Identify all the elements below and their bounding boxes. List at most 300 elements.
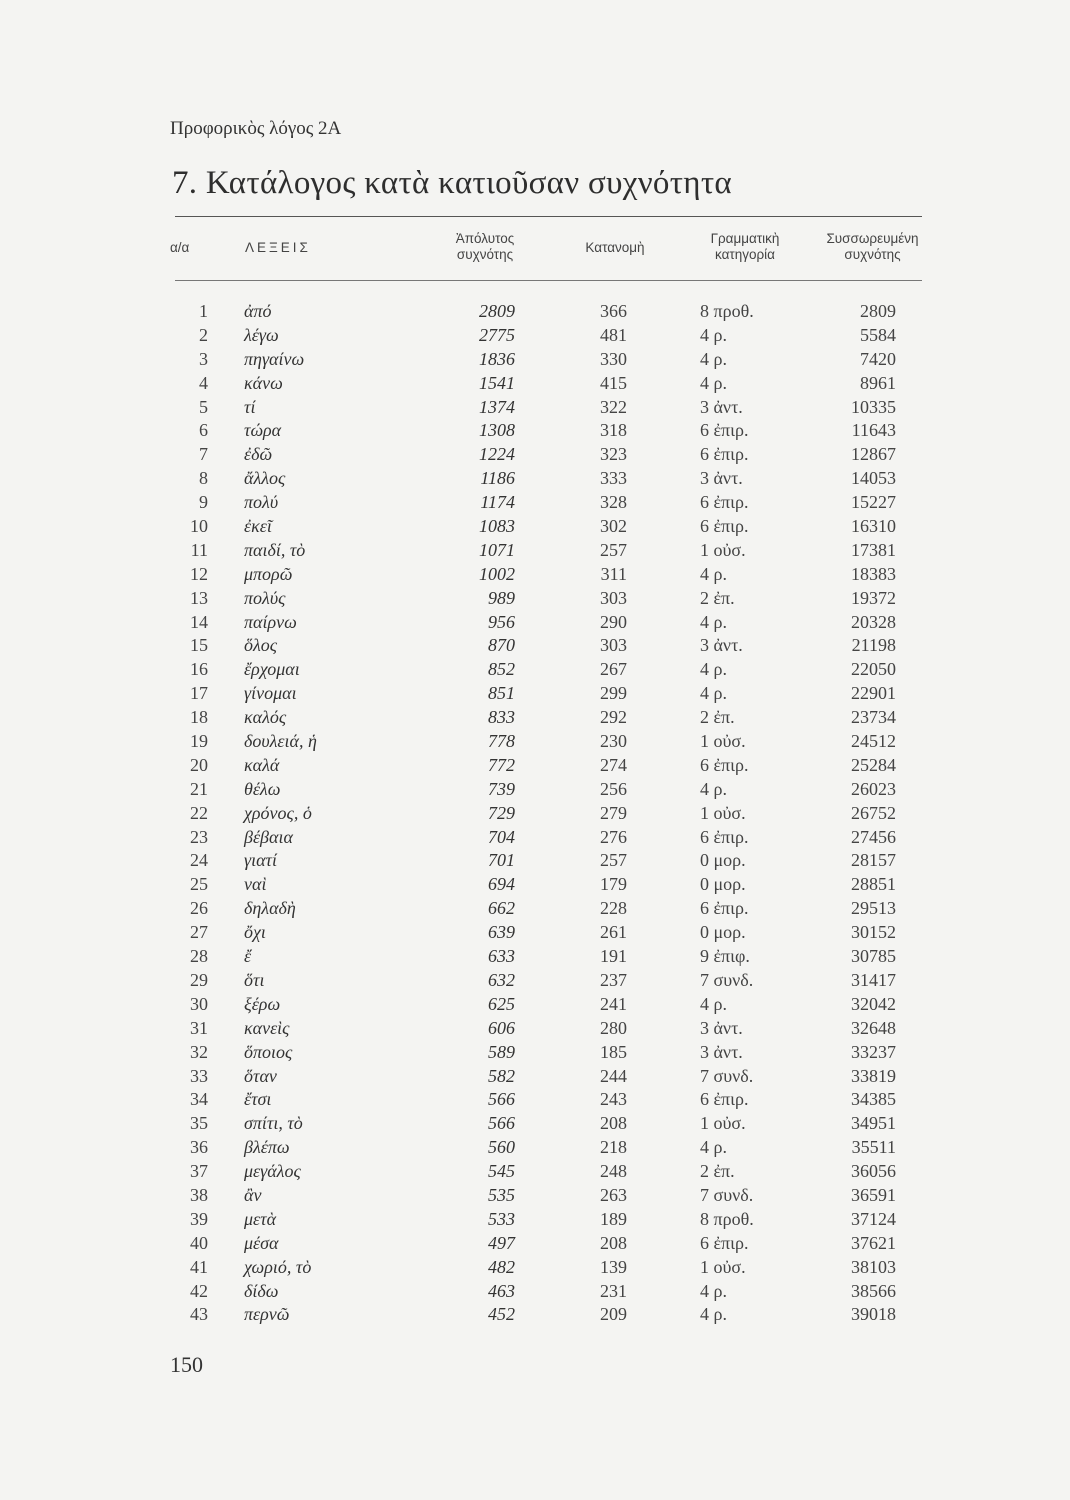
cell-number: 41 [190, 1256, 208, 1277]
cell-category: 2 ἐπ. [700, 587, 735, 608]
cell-category: 1 οὐσ. [700, 1113, 746, 1134]
cell-number: 6 [199, 420, 208, 441]
table-row [0, 491, 1070, 515]
cell-distribution: 323 [600, 444, 627, 465]
chapter-title: 7. Κατάλογος κατὰ κατιοῦσαν συχνότητα [172, 165, 732, 201]
table-row [0, 515, 1070, 539]
table-row [0, 1041, 1070, 1065]
cell-number: 35 [190, 1113, 208, 1134]
cell-absolute-frequency: 704 [488, 826, 515, 847]
cell-cumulative-frequency: 30152 [851, 922, 896, 943]
cell-category: 4 ρ. [700, 372, 727, 393]
cell-cumulative-frequency: 11643 [851, 420, 896, 441]
cell-number: 8 [199, 468, 208, 489]
table-row [0, 324, 1070, 348]
cell-absolute-frequency: 545 [488, 1161, 515, 1182]
table-row [0, 969, 1070, 993]
header-words: ΛΕΞΕΙΣ [245, 240, 311, 255]
header-number: α/α [170, 240, 190, 255]
cell-cumulative-frequency: 28157 [851, 850, 896, 871]
cell-cumulative-frequency: 24512 [851, 731, 896, 752]
table-row [0, 826, 1070, 850]
cell-word: ἔ [244, 946, 252, 967]
cell-distribution: 290 [600, 611, 627, 632]
cell-number: 30 [190, 993, 208, 1014]
cell-word: πολύς [244, 587, 286, 608]
cell-number: 15 [190, 635, 208, 656]
cell-category: 2 ἐπ. [700, 1161, 735, 1182]
cell-distribution: 139 [600, 1256, 627, 1277]
cell-word: ἀπό [244, 301, 272, 321]
cell-word: ἔρχομαι [244, 659, 300, 680]
cell-cumulative-frequency: 34951 [851, 1113, 896, 1134]
cell-cumulative-frequency: 19372 [851, 587, 896, 608]
cell-category: 8 προθ. [700, 1208, 754, 1229]
cell-word: ξέρω [244, 993, 281, 1014]
cell-distribution: 208 [600, 1232, 627, 1253]
cell-cumulative-frequency: 36591 [851, 1184, 896, 1205]
cell-absolute-frequency: 452 [488, 1304, 515, 1325]
header-cumulative-line2: συχνότης [844, 247, 901, 262]
cell-absolute-frequency: 1224 [479, 444, 515, 465]
cell-absolute-frequency: 870 [488, 635, 515, 656]
cell-category: 7 συνδ. [700, 1065, 754, 1086]
cell-category: 4 ρ. [700, 683, 727, 704]
cell-number: 32 [190, 1041, 208, 1062]
cell-cumulative-frequency: 7420 [860, 348, 896, 369]
cell-category: 0 μορ. [700, 922, 746, 943]
cell-word: ὅτι [244, 969, 265, 990]
table-row [0, 419, 1070, 443]
cell-cumulative-frequency: 26023 [851, 778, 896, 799]
cell-absolute-frequency: 1308 [479, 420, 515, 441]
cell-word: μπορῶ [244, 563, 293, 584]
cell-category: 4 ρ. [700, 1280, 727, 1301]
cell-category: 6 ἐπιρ. [700, 1232, 749, 1253]
header-distribution: Κατανομὴ [585, 240, 645, 255]
cell-word: μετὰ [244, 1208, 277, 1229]
cell-cumulative-frequency: 10335 [851, 396, 896, 417]
cell-number: 25 [190, 874, 208, 895]
table-row [0, 1184, 1070, 1208]
cell-cumulative-frequency: 20328 [851, 611, 896, 632]
cell-cumulative-frequency: 32648 [851, 1017, 896, 1038]
cell-word: τί [244, 396, 256, 417]
table-row [0, 1208, 1070, 1232]
cell-cumulative-frequency: 5584 [860, 324, 896, 345]
cell-cumulative-frequency: 22901 [851, 683, 896, 704]
cell-word: λέγω [244, 324, 279, 345]
cell-distribution: 263 [600, 1184, 627, 1205]
table-row [0, 443, 1070, 467]
cell-category: 3 ἀντ. [700, 635, 743, 656]
cell-number: 28 [190, 946, 208, 967]
cell-distribution: 267 [600, 659, 627, 680]
cell-absolute-frequency: 497 [488, 1232, 515, 1253]
cell-cumulative-frequency: 34385 [851, 1089, 896, 1110]
cell-word: δουλειά, ἡ [244, 731, 317, 752]
cell-number: 20 [190, 754, 208, 775]
cell-absolute-frequency: 1541 [479, 372, 515, 393]
cell-category: 4 ρ. [700, 1304, 727, 1325]
table-row [0, 1303, 1070, 1327]
cell-number: 23 [190, 826, 208, 847]
table-row [0, 1136, 1070, 1160]
cell-distribution: 333 [600, 468, 627, 489]
cell-word: περνῶ [244, 1304, 290, 1325]
cell-number: 12 [190, 563, 208, 584]
cell-word: ναὶ [244, 874, 267, 895]
cell-cumulative-frequency: 28851 [851, 874, 896, 895]
cell-absolute-frequency: 1186 [480, 468, 515, 489]
cell-distribution: 261 [600, 922, 627, 943]
cell-cumulative-frequency: 23734 [851, 707, 896, 728]
cell-category: 0 μορ. [700, 874, 746, 895]
cell-word: ἐδῶ [244, 444, 273, 465]
cell-distribution: 276 [600, 826, 627, 847]
cell-category: 9 ἐπιφ. [700, 946, 750, 967]
cell-absolute-frequency: 625 [488, 993, 515, 1014]
cell-category: 4 ρ. [700, 659, 727, 680]
table-row [0, 921, 1070, 945]
cell-distribution: 257 [600, 850, 627, 871]
table-row [0, 1256, 1070, 1280]
cell-absolute-frequency: 606 [488, 1017, 515, 1038]
cell-absolute-frequency: 1083 [479, 516, 515, 537]
cell-category: 6 ἐπιρ. [700, 420, 749, 441]
cell-number: 27 [190, 922, 208, 943]
cell-absolute-frequency: 778 [488, 731, 515, 752]
cell-number: 13 [190, 587, 208, 608]
cell-word: πηγαίνω [244, 348, 305, 369]
cell-word: πολύ [244, 492, 279, 513]
cell-absolute-frequency: 633 [488, 946, 515, 967]
cell-word: βέβαια [244, 826, 293, 847]
cell-absolute-frequency: 639 [488, 922, 515, 943]
cell-word: ὅταν [244, 1065, 277, 1086]
table-header-rule [175, 280, 922, 281]
cell-number: 1 [199, 301, 208, 321]
cell-category: 4 ρ. [700, 1137, 727, 1158]
cell-absolute-frequency: 739 [488, 778, 515, 799]
cell-cumulative-frequency: 37124 [851, 1208, 896, 1229]
cell-cumulative-frequency: 18383 [851, 563, 896, 584]
table-row [0, 1232, 1070, 1256]
cell-absolute-frequency: 582 [488, 1065, 515, 1086]
cell-number: 4 [199, 372, 208, 393]
cell-number: 19 [190, 731, 208, 752]
cell-category: 4 ρ. [700, 778, 727, 799]
cell-word: καλά [244, 754, 280, 775]
cell-number: 42 [190, 1280, 208, 1301]
cell-category: 4 ρ. [700, 563, 727, 584]
cell-absolute-frequency: 533 [488, 1208, 515, 1229]
header-absolute-line1: Ἀπόλυτος [455, 231, 515, 246]
cell-word: καλός [244, 707, 287, 728]
table-row [0, 682, 1070, 706]
cell-number: 43 [190, 1304, 208, 1325]
cell-number: 7 [199, 444, 208, 465]
cell-word: κανεὶς [244, 1017, 290, 1038]
cell-distribution: 189 [600, 1208, 627, 1229]
cell-word: ἂν [244, 1184, 262, 1205]
table-row [0, 802, 1070, 826]
table-row [0, 611, 1070, 635]
cell-distribution: 209 [600, 1304, 627, 1325]
cell-absolute-frequency: 2809 [479, 301, 515, 321]
cell-absolute-frequency: 701 [488, 850, 515, 871]
cell-cumulative-frequency: 2809 [860, 301, 896, 321]
cell-distribution: 185 [600, 1041, 627, 1062]
cell-category: 2 ἐπ. [700, 707, 735, 728]
cell-number: 16 [190, 659, 208, 680]
cell-number: 36 [190, 1137, 208, 1158]
cell-cumulative-frequency: 37621 [851, 1232, 896, 1253]
cell-absolute-frequency: 1002 [479, 563, 515, 584]
table-row [0, 993, 1070, 1017]
cell-absolute-frequency: 632 [488, 969, 515, 990]
cell-number: 33 [190, 1065, 208, 1086]
cell-category: 3 ἀντ. [700, 468, 743, 489]
cell-cumulative-frequency: 22050 [851, 659, 896, 680]
cell-number: 11 [190, 539, 208, 560]
cell-distribution: 318 [600, 420, 627, 441]
cell-word: τώρα [244, 420, 282, 441]
table-row [0, 754, 1070, 778]
table-row [0, 539, 1070, 563]
cell-distribution: 366 [600, 301, 627, 321]
cell-distribution: 481 [600, 324, 627, 345]
cell-category: 6 ἐπιρ. [700, 492, 749, 513]
cell-word: ὅλος [244, 635, 278, 656]
cell-cumulative-frequency: 30785 [851, 946, 896, 967]
cell-distribution: 228 [600, 898, 627, 919]
cell-cumulative-frequency: 14053 [851, 468, 896, 489]
table-row [0, 300, 1070, 324]
table-row [0, 730, 1070, 754]
cell-cumulative-frequency: 35511 [851, 1137, 896, 1158]
cell-absolute-frequency: 662 [488, 898, 515, 919]
header-grammatical-category [680, 231, 810, 263]
cell-distribution: 208 [600, 1113, 627, 1134]
table-row [0, 1160, 1070, 1184]
cell-distribution: 299 [600, 683, 627, 704]
cell-category: 3 ἀντ. [700, 1017, 743, 1038]
cell-word: παίρνω [244, 611, 297, 632]
table-row [0, 396, 1070, 420]
cell-word: ἔτσι [244, 1089, 272, 1110]
cell-cumulative-frequency: 38103 [851, 1256, 896, 1277]
cell-distribution: 322 [600, 396, 627, 417]
cell-word: βλέπω [244, 1137, 290, 1158]
cell-distribution: 231 [600, 1280, 627, 1301]
cell-number: 22 [190, 802, 208, 823]
cell-number: 39 [190, 1208, 208, 1229]
header-cumulative-line1: Συσσωρευμένη [826, 231, 919, 246]
cell-absolute-frequency: 694 [488, 874, 515, 895]
table-row [0, 1088, 1070, 1112]
cell-category: 1 οὐσ. [700, 731, 746, 752]
cell-distribution: 243 [600, 1089, 627, 1110]
header-cumulative-frequency [810, 231, 935, 263]
cell-cumulative-frequency: 12867 [851, 444, 896, 465]
table-row [0, 873, 1070, 897]
cell-absolute-frequency: 589 [488, 1041, 515, 1062]
cell-cumulative-frequency: 15227 [851, 492, 896, 513]
cell-cumulative-frequency: 33237 [851, 1041, 896, 1062]
cell-distribution: 292 [600, 707, 627, 728]
cell-word: χωριό, τὸ [244, 1256, 312, 1277]
cell-number: 9 [199, 492, 208, 513]
cell-category: 4 ρ. [700, 993, 727, 1014]
cell-word: γιατί [244, 850, 277, 871]
cell-word: χρόνος, ὁ [244, 802, 312, 823]
cell-cumulative-frequency: 29513 [851, 898, 896, 919]
cell-number: 37 [190, 1161, 208, 1182]
cell-absolute-frequency: 852 [488, 659, 515, 680]
table-row [0, 897, 1070, 921]
page-number: 150 [170, 1352, 203, 1377]
cell-cumulative-frequency: 36056 [851, 1161, 896, 1182]
table-row [0, 658, 1070, 682]
table-row [0, 849, 1070, 873]
cell-distribution: 302 [600, 516, 627, 537]
cell-category: 6 ἐπιρ. [700, 444, 749, 465]
cell-number: 26 [190, 898, 208, 919]
cell-distribution: 330 [600, 348, 627, 369]
cell-absolute-frequency: 1836 [479, 348, 515, 369]
table-row [0, 1065, 1070, 1089]
cell-word: μέσα [244, 1232, 279, 1253]
cell-absolute-frequency: 851 [488, 683, 515, 704]
cell-category: 6 ἐπιρ. [700, 826, 749, 847]
cell-absolute-frequency: 833 [488, 707, 515, 728]
cell-absolute-frequency: 463 [488, 1280, 515, 1301]
cell-distribution: 280 [600, 1017, 627, 1038]
cell-number: 24 [190, 850, 208, 871]
cell-absolute-frequency: 772 [488, 754, 515, 775]
cell-distribution: 218 [600, 1137, 627, 1158]
cell-cumulative-frequency: 32042 [851, 993, 896, 1014]
cell-cumulative-frequency: 17381 [851, 539, 896, 560]
cell-distribution: 303 [600, 635, 627, 656]
cell-number: 40 [190, 1232, 208, 1253]
cell-category: 3 ἀντ. [700, 1041, 743, 1062]
cell-number: 5 [199, 396, 208, 417]
cell-number: 17 [190, 683, 208, 704]
cell-word: δίδω [244, 1280, 279, 1301]
cell-cumulative-frequency: 25284 [851, 754, 896, 775]
table-row [0, 467, 1070, 491]
cell-category: 4 ρ. [700, 324, 727, 345]
cell-distribution: 303 [600, 587, 627, 608]
table-row [0, 348, 1070, 372]
cell-word: θέλω [244, 778, 281, 799]
cell-distribution: 241 [600, 993, 627, 1014]
cell-word: ἐκεῖ [244, 516, 272, 537]
cell-distribution: 244 [600, 1065, 627, 1086]
cell-category: 1 οὐσ. [700, 802, 746, 823]
table-row [0, 563, 1070, 587]
cell-cumulative-frequency: 31417 [851, 969, 896, 990]
table-row [0, 372, 1070, 396]
cell-word: κάνω [244, 372, 283, 393]
table-row [0, 778, 1070, 802]
cell-cumulative-frequency: 38566 [851, 1280, 896, 1301]
cell-word: ὄχι [244, 922, 266, 943]
cell-distribution: 257 [600, 539, 627, 560]
cell-category: 6 ἐπιρ. [700, 1089, 749, 1110]
cell-distribution: 274 [600, 754, 627, 775]
cell-word: μεγάλος [244, 1161, 301, 1182]
cell-category: 1 οὐσ. [700, 1256, 746, 1277]
table-row [0, 1280, 1070, 1304]
table-row [0, 706, 1070, 730]
cell-absolute-frequency: 956 [488, 611, 515, 632]
cell-word: ἄλλος [244, 468, 286, 489]
cell-distribution: 248 [600, 1161, 627, 1182]
cell-distribution: 328 [600, 492, 627, 513]
cell-distribution: 191 [600, 946, 627, 967]
cell-absolute-frequency: 1174 [480, 492, 515, 513]
cell-word: γίνομαι [244, 683, 297, 704]
cell-absolute-frequency: 2775 [479, 324, 515, 345]
header-absolute-line2: συχνότης [456, 247, 514, 262]
cell-category: 8 προθ. [700, 301, 754, 321]
cell-cumulative-frequency: 26752 [851, 802, 896, 823]
cell-number: 14 [190, 611, 208, 632]
cell-absolute-frequency: 989 [488, 587, 515, 608]
table-row [0, 587, 1070, 611]
header-category-line2: κατηγορία [715, 247, 775, 262]
cell-number: 38 [190, 1184, 208, 1205]
table-row [0, 945, 1070, 969]
cell-number: 21 [190, 778, 208, 799]
cell-word: σπίτι, τὸ [244, 1113, 303, 1134]
table-top-rule [175, 216, 922, 217]
cell-number: 2 [199, 324, 208, 345]
cell-cumulative-frequency: 21198 [851, 635, 896, 656]
cell-number: 3 [199, 348, 208, 369]
cell-category: 7 συνδ. [700, 1184, 754, 1205]
cell-distribution: 230 [600, 731, 627, 752]
cell-word: παιδί, τὸ [244, 539, 306, 560]
cell-distribution: 256 [600, 778, 627, 799]
cell-category: 7 συνδ. [700, 969, 754, 990]
cell-distribution: 415 [600, 372, 627, 393]
cell-cumulative-frequency: 16310 [851, 516, 896, 537]
cell-absolute-frequency: 566 [488, 1089, 515, 1110]
cell-category: 6 ἐπιρ. [700, 516, 749, 537]
header-absolute-frequency [430, 231, 540, 263]
cell-category: 6 ἐπιρ. [700, 898, 749, 919]
cell-distribution: 179 [600, 874, 627, 895]
cell-cumulative-frequency: 39018 [851, 1304, 896, 1325]
table-row [0, 634, 1070, 658]
cell-number: 10 [190, 516, 208, 537]
running-head: Προφορικὸς λόγος 2Α [170, 118, 342, 139]
cell-number: 34 [190, 1089, 208, 1110]
cell-distribution: 237 [600, 969, 627, 990]
table-row [0, 1017, 1070, 1041]
cell-absolute-frequency: 482 [488, 1256, 515, 1277]
cell-category: 6 ἐπιρ. [700, 754, 749, 775]
cell-distribution: 279 [600, 802, 627, 823]
cell-category: 4 ρ. [700, 611, 727, 632]
cell-cumulative-frequency: 8961 [860, 372, 896, 393]
cell-number: 31 [190, 1017, 208, 1038]
cell-absolute-frequency: 1071 [479, 539, 515, 560]
